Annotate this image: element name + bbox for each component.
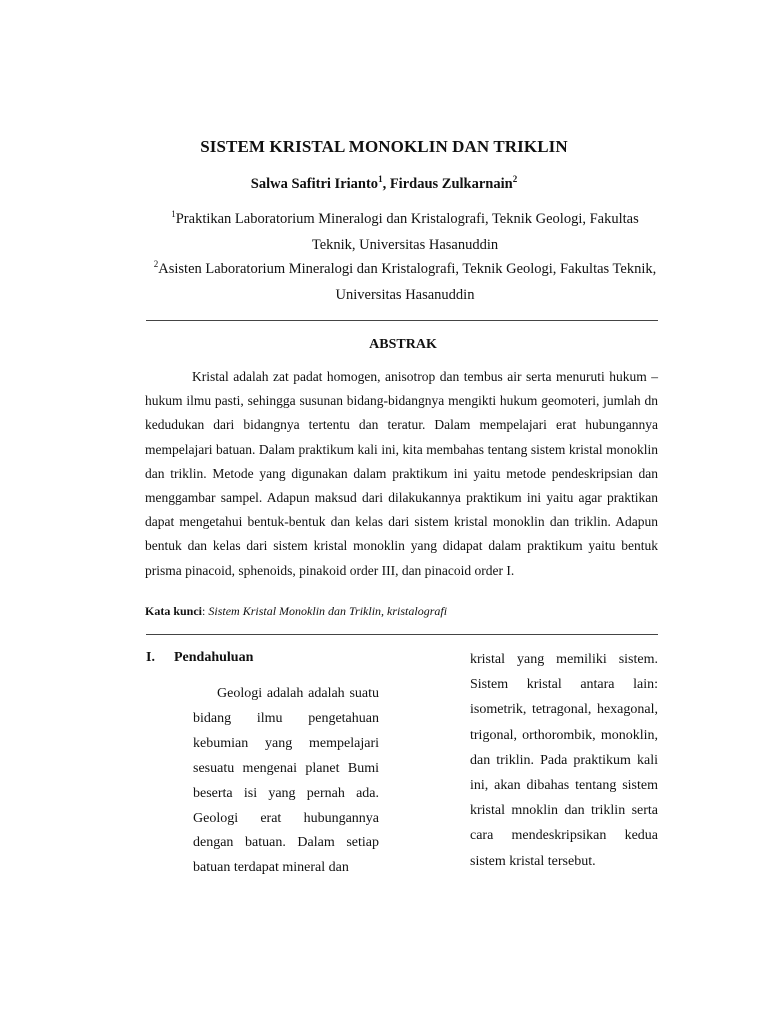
keywords-value: Sistem Kristal Monoklin dan Triklin, kristalografi (208, 604, 448, 618)
abstract-body: Kristal adalah zat padat homogen, anisotrop dan tembus air serta menuruti hukum –hukum ilmu pasti, sehingga susunan bidang-bidangnya mengikti hukum geomoteri, jumlah dn kedudukan dari bidangnya tertentu dan teratur. Dalam mempelajari erat hubungannya mempelajari batuan. Dalam praktikum kali ini, kita membahas tentang sistem kristal monoklin dan triklin. Metode yang digunakan dalam praktikum ini yaitu metode pendeskripsian dan menggambar sampel. Adapun maksud dari dilakukannya praktikum ini yaitu agar praktikan dapat mengetahui bentuk-bentuk dan kelas dari sistem kristal monoklin dan triklin. Adapun bentuk dan kelas dari sistem kristal monoklin yang didapat dalam praktikum yaitu bentuk prisma pinacoid, sphenoids, pinakoid order III, dan pinacoid order I. (145, 369, 658, 578)
author-affiliation-marker: 1 (378, 174, 383, 185)
author-name: Firdaus Zulkarnain (389, 176, 513, 192)
affiliation-2 (150, 256, 660, 308)
paper-title: SISTEM KRISTAL MONOKLIN DAN TRIKLIN (200, 137, 568, 156)
author-affiliation-marker: 2 (512, 174, 518, 185)
affiliation-text: Asisten Laboratorium Mineralogi dan Kristalografi, Teknik Geologi, Fakultas Teknik, Universitas Hasanuddin (158, 261, 657, 303)
divider-top (146, 320, 658, 321)
author-name: Salwa Safitri Irianto (250, 176, 379, 192)
abstract-heading: ABSTRAK (369, 337, 437, 352)
affiliation-marker: 2 (153, 259, 159, 270)
affiliation-1 (150, 206, 660, 258)
author-separator: , (382, 176, 390, 192)
affiliation-marker: 1 (171, 209, 176, 220)
section-heading (146, 650, 253, 666)
divider-bottom (146, 634, 658, 635)
section-number: I. (146, 650, 155, 665)
author-line (0, 176, 768, 193)
keywords-line (145, 604, 447, 619)
affiliation-text: Praktikan Laboratorium Mineralogi dan Kristalografi, Teknik Geologi, Fakultas Teknik, Universitas Hasanuddin (175, 211, 639, 253)
keywords-label: Kata kunci (145, 604, 203, 618)
intro-right-column: kristal yang memiliki sistem. Sistem kristal antara lain: isometrik, tetragonal, hexagonal, trigonal, orthorombik, monoklin, dan triklin. Pada praktikum kali ini, akan dibahas tentang sistem kristal mnoklin dan triklin serta cara mendeskripsikan kedua sistem kristal tersebut. (470, 652, 658, 869)
intro-left-column: Geologi adalah adalah suatu bidang ilmu pengetahuan kebumian yang mempelajari sesuatu mengenai planet Bumi beserta isi yang pernah ada. Geologi erat hubungannya dengan batuan. Dalam setiap batuan terdapat mineral dan (193, 686, 379, 876)
section-title: Pendahuluan (174, 650, 254, 665)
keywords-colon: : (202, 604, 209, 618)
